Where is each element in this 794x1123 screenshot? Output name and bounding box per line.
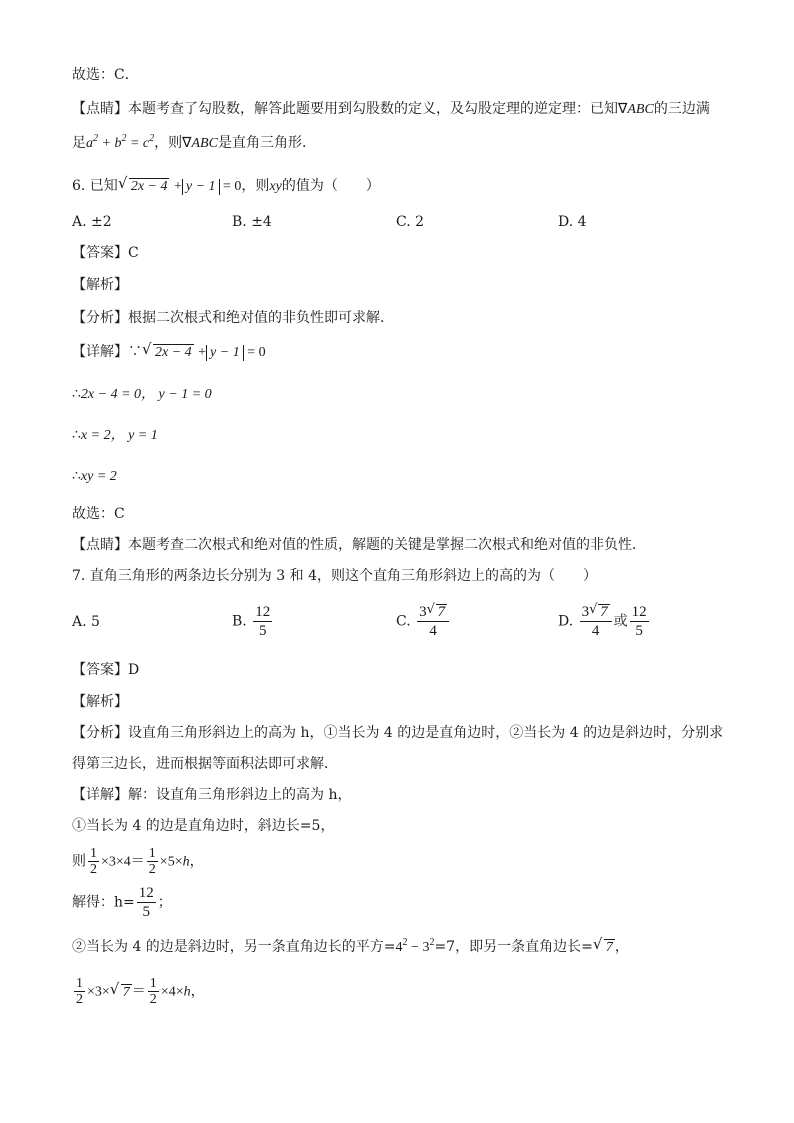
q6-step-1 xyxy=(72,385,212,404)
q6-choose xyxy=(72,505,125,523)
q7-case-1 xyxy=(72,817,334,835)
fraction-1-2: $\frac{1}{2}$ xyxy=(148,846,156,877)
q6-dianjing xyxy=(72,536,646,554)
sqrt-expression: √ 2x − 4 xyxy=(117,174,168,194)
q7-option-a-text: A. 5 xyxy=(72,614,100,630)
triangle-symbol: ∇ xyxy=(618,102,628,117)
q7-case-2: ②当长为 4 的边是斜边时，另一条直角边长的平方$=4^2 - 3^2=7$，即另一条直角边长= √ 7 ， xyxy=(72,935,629,955)
q7-analysis-head xyxy=(72,693,128,711)
sqrt-7: √ 7 xyxy=(592,935,613,955)
radical-sign: √ xyxy=(109,979,120,998)
therefore-symbol: ∴ xyxy=(72,468,81,484)
q6-step-2 xyxy=(72,426,158,445)
triangle-symbol: ∇ xyxy=(182,136,192,151)
fraction-12-5: $\frac{12}{5}$ xyxy=(255,604,271,639)
comment-line-2 xyxy=(72,134,316,153)
solve-label: 解得：h= xyxy=(72,894,135,911)
xy-expression: xy xyxy=(269,179,282,194)
abs-expression: y − 1 xyxy=(206,345,244,361)
q6-stem-suffix: 的值为（ ） xyxy=(281,178,380,194)
sqrt-7: √ 7 xyxy=(109,979,130,1000)
q7-fenxi-1-text: 【分析】设直角三角形斜边上的高为 h，①当长为 4 的边是直角边时，②当长为 4 的边是斜边时，分别求 xyxy=(72,725,724,741)
fraction-1-2: $\frac{1}{2}$ xyxy=(149,976,157,1007)
q6-xiangjie-prefix: 【详解】∵ xyxy=(72,344,142,360)
q6-option-a xyxy=(72,213,112,231)
q7-xiangjie xyxy=(72,786,351,804)
radical-sign: √ xyxy=(592,935,603,953)
comment-text-tail: 的三边满 xyxy=(653,101,710,117)
q7-option-d xyxy=(558,603,651,640)
q6-option-d xyxy=(558,213,587,231)
q6-stem-prefix: 6. 已知 xyxy=(72,178,118,194)
equation: xy = 2 xyxy=(80,469,117,484)
q7-stem xyxy=(72,567,597,585)
q6-stem-mid: ，则 xyxy=(241,178,270,194)
comment-end: 是直角三角形． xyxy=(217,135,316,151)
comment-mid: ，则 xyxy=(154,135,183,151)
q7-option-b-label: B. xyxy=(232,613,247,630)
radical-sign: √ xyxy=(142,340,152,358)
q6-option-a-text: A. ±2 xyxy=(72,214,112,230)
fraction-12-5: $\frac{12}{5}$ xyxy=(631,604,647,639)
q6-dianjing-text: 【点睛】本题考查二次根式和绝对值的性质，解题的关键是掌握二次根式和绝对值的非负性． xyxy=(72,537,646,553)
q7-case-2-text: ②当长为 4 的边是斜边时，另一条直角边长的平方= xyxy=(72,939,396,955)
answer-choice-line xyxy=(72,66,139,84)
comment-prefix: 足 xyxy=(72,135,86,151)
q6-fenxi xyxy=(72,309,394,327)
fraction-3sqrt7-4: 3 √ 7 4 xyxy=(580,603,612,640)
fraction-1-2: $\frac{1}{2}$ xyxy=(90,846,97,877)
q6-option-c-text: C. 2 xyxy=(396,214,425,230)
fraction-1-2: $\frac{1}{2}$ xyxy=(76,976,83,1007)
q7-case-2-mid: =7，即另一条直角边长= xyxy=(434,939,593,955)
q7-option-d-label: D. xyxy=(558,613,574,630)
fraction-3sqrt7-4: 3 √ 7 4 xyxy=(417,603,449,640)
q7-case2-equation: $\frac{1}{2}$ ×3× √ 7 ＝ $\frac{1}{2}$ ×4×h， xyxy=(76,976,205,1007)
q7-fenxi-2-text: 得第三边长，进而根据等面积法即可求解． xyxy=(72,756,338,772)
radical-sign: √ xyxy=(117,174,128,192)
q6-answer xyxy=(72,244,139,262)
q6-xiangjie: 【详解】∵ √ 2x − 4 + y − 1 = 0 xyxy=(72,340,266,360)
comment-text: 【点睛】本题考查了勾股数，解答此题要用到勾股数的定义，及勾股定理的逆定理：已知 xyxy=(72,101,618,117)
q7-option-a xyxy=(72,613,100,631)
comma: ， xyxy=(614,939,629,955)
q6-option-b-text: B. ±4 xyxy=(232,214,272,230)
q6-fenxi-text: 【分析】根据二次根式和绝对值的非负性即可求解． xyxy=(72,310,394,326)
q7-answer xyxy=(72,661,139,679)
comment-line-1 xyxy=(72,100,710,119)
q6-analysis-head-text: 【解析】 xyxy=(72,277,128,293)
equation: x = 2， y = 1 xyxy=(80,428,158,443)
abc-label: ABC xyxy=(627,102,654,117)
q6-analysis-head xyxy=(72,276,128,294)
q7-option-c xyxy=(396,603,451,640)
q7-analysis-head-text: 【解析】 xyxy=(72,694,128,710)
q7-xiangjie-text: 【详解】解：设直角三角形斜边上的高为 h， xyxy=(72,787,352,803)
q7-option-c-label: C. xyxy=(396,613,411,630)
q7-fenxi-1 xyxy=(72,724,723,742)
pythagorean-formula: $a^2 + b^2 = c^2$ xyxy=(86,133,155,151)
q7-case1-equation: 则 $\frac{1}{2}$ ×3×4＝ $\frac{1}{2}$ ×5×h， xyxy=(72,846,204,877)
therefore-symbol: ∴ xyxy=(72,427,81,443)
choice-text: 故选：C． xyxy=(72,67,139,83)
semicolon: ； xyxy=(157,894,172,911)
q6-step-3 xyxy=(72,467,117,486)
q7-case-1-text: ①当长为 4 的边是直角边时，斜边长=5， xyxy=(72,818,335,834)
q7-answer-text: 【答案】D xyxy=(72,662,140,678)
fraction-12-5: $\frac{12}{5}$ xyxy=(138,885,154,920)
q6-option-d-text: D. 4 xyxy=(558,214,587,230)
q6-answer-text: 【答案】C xyxy=(72,245,139,261)
q6-option-b xyxy=(232,213,272,231)
q6-stem: 6. 已知 √ 2x − 4 + y − 1 = 0，则xy的值为（ ） xyxy=(72,174,380,194)
abs-expression: y − 1 xyxy=(182,179,220,195)
q7-fenxi-2 xyxy=(72,755,338,773)
q7-solve-1 xyxy=(72,884,172,921)
q7-option-b xyxy=(232,603,274,640)
then-text: 则 xyxy=(72,853,86,870)
abc-label: ABC xyxy=(191,136,218,151)
q6-choose-text: 故选：C xyxy=(72,506,125,522)
q7-stem-text: 7. 直角三角形的两条边长分别为 3 和 4，则这个直角三角形斜边上的高的为（ ） xyxy=(72,568,597,584)
equation: 2x − 4 = 0， y − 1 = 0 xyxy=(80,387,212,402)
or-text: 或 xyxy=(613,613,628,630)
sqrt-expression: √ 2x − 4 xyxy=(142,340,192,360)
therefore-symbol: ∴ xyxy=(72,386,81,402)
q6-option-c xyxy=(396,213,424,231)
